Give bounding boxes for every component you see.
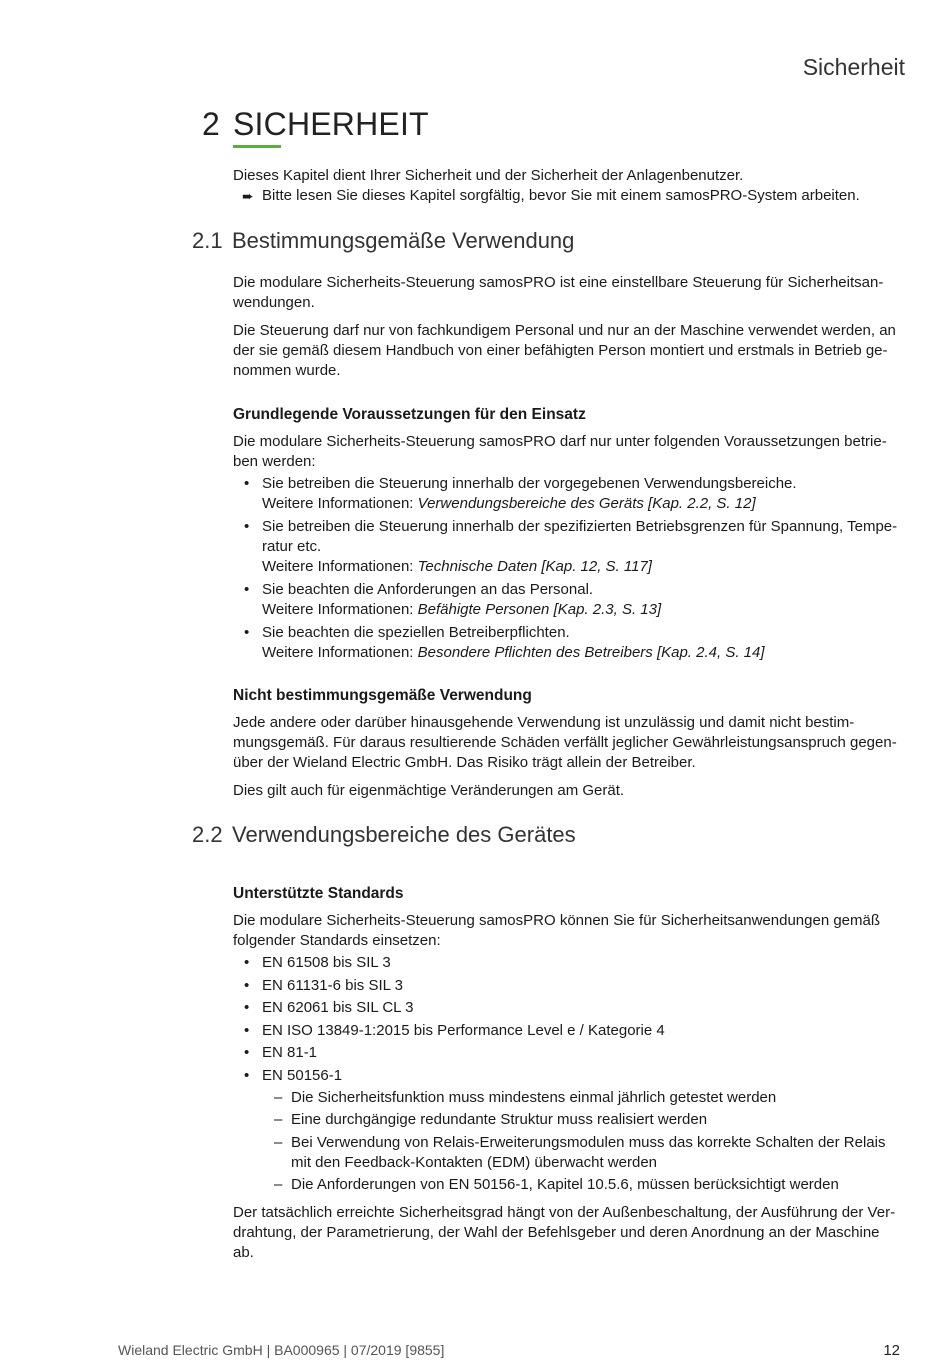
running-header: Sicherheit [802, 54, 905, 80]
list-item: • EN 81-1 [233, 1043, 905, 1063]
paragraph [233, 1203, 905, 1263]
text-line: drahtung, der Parametrierung, der Wahl der Befehlsgeber und deren Anordnung an der Maschine [233, 1224, 880, 1241]
chapter-number: 2 [202, 106, 220, 142]
list-item: • EN 61131-6 bis SIL 3 [233, 976, 905, 996]
sub-list-item: – Die Anforderungen von EN 50156-1, Kapitel 10.5.6, müssen berücksichtigt werden [233, 1175, 905, 1195]
list-item [233, 474, 905, 514]
text-line: mit den Feedback-Kontakten (EDM) überwacht werden [291, 1153, 658, 1171]
instruction-text: Bitte lesen Sie dieses Kapitel sorgfältig, bevor Sie mit einem samosPRO-System arbeiten. [262, 187, 860, 204]
list-item: • EN ISO 13849-1:2015 bis Performance Level e / Kategorie 4 [233, 1021, 905, 1041]
paragraph [233, 911, 905, 951]
paragraph [233, 321, 905, 381]
text-line: Weitere Informationen: [262, 495, 418, 512]
sub-list-item [233, 1133, 905, 1173]
text-line: Der tatsächlich erreichte Sicherheitsgrad hängt von der Außenbeschaltung, der Ausführung der Ver- [233, 1204, 896, 1221]
intro-text: Dieses Kapitel dient Ihrer Sicherheit und der Sicherheit der Anlagenbenutzer. [233, 167, 744, 184]
text-line: Sie betreiben die Steuerung innerhalb der spezifizierten Betriebsgrenzen für Spannung, Tempe- [262, 518, 898, 535]
requirements-list [233, 474, 905, 663]
section-heading-2-2 [192, 822, 576, 848]
subheading: Grundlegende Voraussetzungen für den Einsatz [233, 406, 586, 423]
text-line: Jede andere oder darüber hinausgehende Verwendung ist unzulässig und damit nicht bestim- [233, 714, 855, 731]
section-title: Verwendungsbereiche des Gerätes [232, 822, 576, 847]
cross-reference[interactable]: Befähigte Personen [Kap. 2.3, S. 13] [417, 601, 662, 618]
text-line: Weitere Informationen: [262, 601, 418, 618]
list-item [233, 517, 905, 577]
text-line: mungsgemäß. Für daraus resultierende Schäden verfällt jeglicher Gewährleistungsanspruch gegen- [233, 734, 897, 751]
list-item [233, 623, 905, 663]
text-line: über der Wieland Electric GmbH. Das Risiko trägt allein der Betreiber. [233, 754, 696, 771]
section-number: 2.1 [192, 228, 223, 253]
text-line: Die modulare Sicherheits-Steuerung samosPRO ist eine einstellbare Steuerung für Sicherheitsan- [233, 274, 884, 291]
text-line: wendungen. [233, 294, 315, 311]
sub-list-item: – Eine durchgängige redundante Struktur muss realisiert werden [233, 1110, 905, 1130]
intro-instruction [233, 186, 905, 206]
page-number: 12 [883, 1342, 900, 1359]
list-item [233, 580, 905, 620]
chapter-title: SICHERHEIT [233, 106, 429, 142]
text-line: Weitere Informationen: [262, 644, 418, 661]
list-item: • EN 61508 bis SIL 3 [233, 953, 905, 973]
paragraph [233, 713, 905, 773]
paragraph: Dies gilt auch für eigenmächtige Veränderungen am Gerät. [233, 782, 625, 799]
chapter-heading [202, 106, 429, 143]
paragraph [233, 432, 905, 472]
text-line: nommen wurde. [233, 362, 341, 379]
subheading: Nicht bestimmungsgemäße Verwendung [233, 687, 532, 704]
list-item: • EN 50156-1 [233, 1066, 905, 1086]
arrow-right-icon: ➨ [242, 188, 254, 204]
sub-list-item: – Die Sicherheitsfunktion muss mindestens einmal jährlich getestet werden [233, 1088, 905, 1108]
text-line: Bei Verwendung von Relais-Erweiterungsmodulen muss das korrekte Schalten der Relais [291, 1133, 886, 1151]
section-title: Bestimmungsgemäße Verwendung [232, 228, 575, 253]
text-line: ben werden: [233, 453, 316, 470]
subheading: Unterstützte Standards [233, 885, 404, 902]
footer-publisher: Wieland Electric GmbH | BA000965 | 07/2019 [9855] [118, 1342, 445, 1358]
paragraph [233, 273, 905, 313]
text-line: Die modulare Sicherheits-Steuerung samosPRO können Sie für Sicherheitsanwendungen gemäß [233, 912, 881, 929]
text-line: Sie beachten die speziellen Betreiberpflichten. [262, 624, 570, 641]
text-line: Die Steuerung darf nur von fachkundigem Personal und nur an der Maschine verwendet werden, an [233, 322, 896, 339]
cross-reference[interactable]: Technische Daten [Kap. 12, S. 117] [417, 558, 652, 575]
text-line: ratur etc. [262, 538, 322, 555]
cross-reference[interactable]: Verwendungsbereiche des Geräts [Kap. 2.2, S. 12] [417, 495, 756, 512]
section-heading-2-1 [192, 228, 574, 254]
chapter-underline [233, 145, 281, 148]
section-2-2-body [233, 884, 905, 1263]
text-line: Sie beachten die Anforderungen an das Personal. [262, 581, 594, 598]
standards-list [233, 953, 905, 1086]
section-number: 2.2 [192, 822, 223, 847]
text-line: der sie gemäß diesem Handbuch von einer befähigten Person montiert und erstmals in Betrieb ge- [233, 342, 888, 359]
chapter-intro [233, 166, 905, 206]
text-line: ab. [233, 1244, 254, 1261]
list-item: • EN 62061 bis SIL CL 3 [233, 998, 905, 1018]
text-line: Die modulare Sicherheits-Steuerung samosPRO darf nur unter folgenden Voraussetzungen betrie- [233, 433, 887, 450]
en50156-sublist [233, 1088, 905, 1196]
text-line: Weitere Informationen: [262, 558, 418, 575]
section-2-1-body [233, 273, 905, 801]
cross-reference[interactable]: Besondere Pflichten des Betreibers [Kap. 2.4, S. 14] [417, 644, 765, 661]
text-line: folgender Standards einsetzen: [233, 932, 441, 949]
text-line: Sie betreiben die Steuerung innerhalb der vorgegebenen Verwendungsbereiche. [262, 475, 797, 492]
